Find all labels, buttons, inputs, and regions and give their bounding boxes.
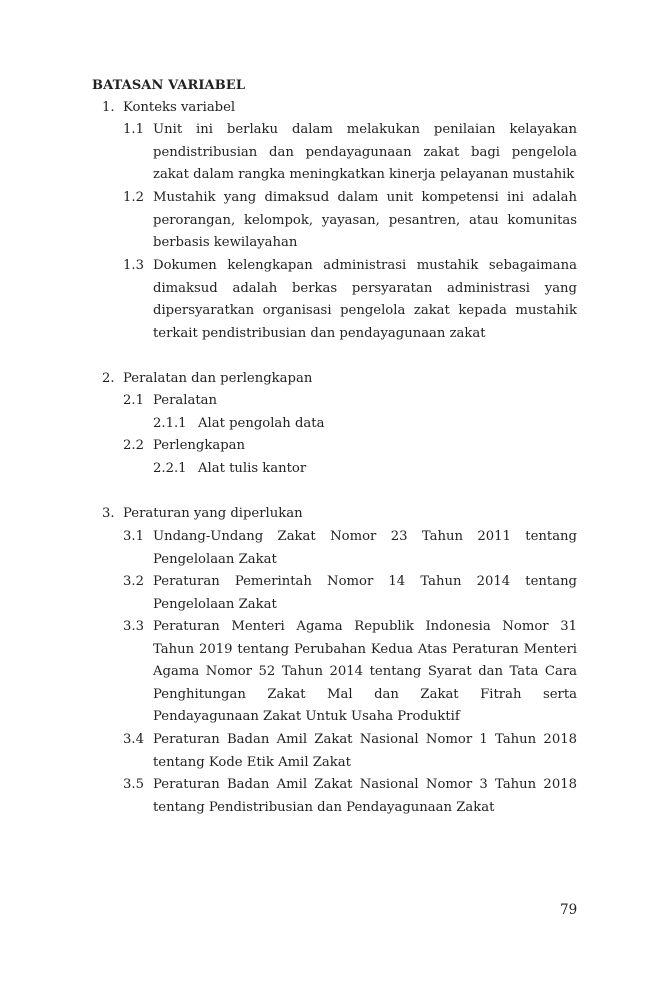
section-heading: BATASAN VARIABEL	[92, 78, 246, 93]
subitem-text: Alat tulis kantor	[198, 461, 307, 476]
subitem-number: 2.2.1	[153, 461, 187, 476]
item-number: 3.1	[123, 529, 144, 544]
list-item-text: Peraturan Badan Amil Zakat Nasional Nomor 1 Tahun 2018 tentang Kode Etik Amil Zakat	[153, 732, 577, 770]
item-number: 2.2	[123, 438, 144, 453]
item-number: 3.5	[123, 777, 144, 792]
section-number: 3.	[102, 506, 115, 521]
list-item-text: Peraturan Badan Amil Zakat Nasional Nomor 3 Tahun 2018 tentang Pendistribusian dan Pendayagunaan Zakat	[153, 777, 577, 815]
section-title: Konteks variabel	[123, 100, 236, 115]
item-number: 1.3	[123, 258, 144, 273]
list-item-text: Perlengkapan	[153, 438, 245, 453]
item-number: 2.1	[123, 393, 144, 408]
list-item-text: Unit ini berlaku dalam melakukan penilaian kelayakan pendistribusian dan pendayagunaan zakat bagi pengelola zakat dalam rangka meningkatkan kinerja pelayanan mustahik	[153, 122, 577, 182]
list-item-text: Undang-Undang Zakat Nomor 23 Tahun 2011 tentang Pengelolaan Zakat	[153, 529, 577, 567]
list-item-text: Mustahik yang dimaksud dalam unit kompetensi ini adalah perorangan, kelompok, yayasan, pesantren, atau komunitas berbasis kewilayahan	[153, 190, 577, 250]
section-number: 1.	[102, 100, 115, 115]
item-number: 3.4	[123, 732, 144, 747]
item-number: 1.1	[123, 122, 144, 137]
section-title: Peralatan dan perlengkapan	[123, 371, 313, 386]
list-item-text: Dokumen kelengkapan administrasi mustahik sebagaimana dimaksud adalah berkas persyaratan administrasi yang dipersyaratkan organisasi pengelola zakat kepada mustahik terkait pendistribusian dan pendayagunaan zakat	[153, 258, 577, 341]
subitem-text: Alat pengolah data	[198, 416, 325, 431]
page-number: 79	[560, 902, 578, 918]
list-item-text: Peralatan	[153, 393, 217, 408]
item-number: 3.3	[123, 619, 144, 634]
item-number: 1.2	[123, 190, 144, 205]
section-number: 2.	[102, 371, 115, 386]
list-item-text: Peraturan Pemerintah Nomor 14 Tahun 2014 tentang Pengelolaan Zakat	[153, 574, 577, 612]
section-title: Peraturan yang diperlukan	[123, 506, 303, 521]
item-number: 3.2	[123, 574, 144, 589]
subitem-number: 2.1.1	[153, 416, 187, 431]
list-item-text: Peraturan Menteri Agama Republik Indonesia Nomor 31 Tahun 2019 tentang Perubahan Kedua Atas Peraturan Menteri Agama Nomor 52 Tahun 2014 tentang Syarat dan Tata Cara Penghitungan Zakat Mal dan Zakat Fitrah serta Pendayagunaan Zakat Untuk Usaha Produktif	[153, 619, 577, 724]
